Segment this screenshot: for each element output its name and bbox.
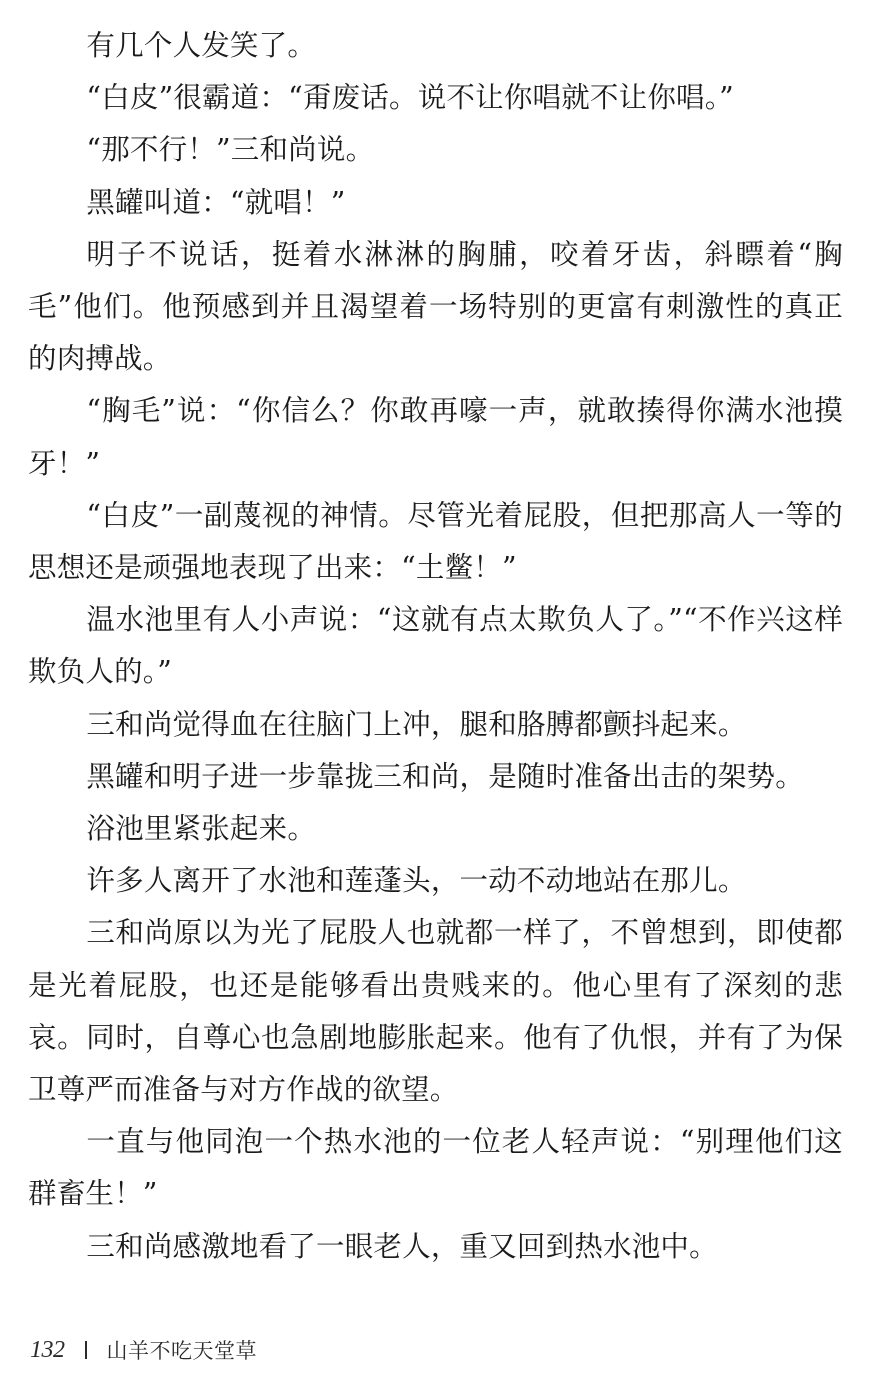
paragraph: 温水池里有人小声说：“这就有点太欺负人了。”“不作兴这样欺负人的。” — [28, 603, 843, 689]
paragraph: “白皮”一副蔑视的神情。尽管光着屁股，但把那高人一等的思想还是顽强地表现了出来：“土鳖！” — [28, 498, 843, 585]
book-title: 山羊不吃天堂草 — [106, 1339, 257, 1363]
paragraph: 一直与他同泡一个热水池的一位老人轻声说：“别理他们这群畜生！” — [28, 1125, 843, 1211]
paragraph: 有几个人发笑了。 — [86, 29, 317, 62]
paragraph: 许多人离开了水池和莲蓬头，一动不动地站在那儿。 — [86, 864, 747, 898]
paragraph: 三和尚感激地看了一眼老人，重又回到热水池中。 — [86, 1229, 718, 1263]
paragraph: 三和尚原以为光了屁股人也就都一样了，不曾想到，即使都是光着屁股，也还是能够看出贵贱来的。他心里有了深刻的悲哀。同时，自尊心也急剧地膨胀起来。他有了仇恨，并有了为保卫尊严而准备与对方作战的欲望。 — [28, 916, 843, 1107]
paragraph: “那不行！”三和尚说。 — [86, 133, 375, 167]
page-body — [28, 20, 843, 1273]
paragraph: 黑罐叫道：“就唱！” — [86, 185, 346, 219]
paragraph: “白皮”很霸道：“甭废话。说不让你唱就不让你唱。” — [86, 81, 734, 115]
page-footer — [30, 1334, 257, 1366]
paragraph: 三和尚觉得血在往脑门上冲，腿和胳膊都颤抖起来。 — [86, 707, 747, 741]
page-number: 132 — [30, 1336, 65, 1363]
paragraph: 浴池里紧张起来。 — [86, 812, 317, 846]
paragraph: 黑罐和明子进一步靠拢三和尚，是随时准备出击的架势。 — [86, 759, 804, 793]
paragraph: 明子不说话，挺着水淋淋的胸脯，咬着牙齿，斜瞟着“胸毛”他们。他预感到并且渴望着一场特别的更富有刺激性的真正的肉搏战。 — [28, 237, 843, 376]
paragraph: “胸毛”说：“你信么？你敢再嚎一声，就敢揍得你满水池摸牙！” — [28, 394, 843, 480]
footer-divider — [85, 1341, 87, 1359]
